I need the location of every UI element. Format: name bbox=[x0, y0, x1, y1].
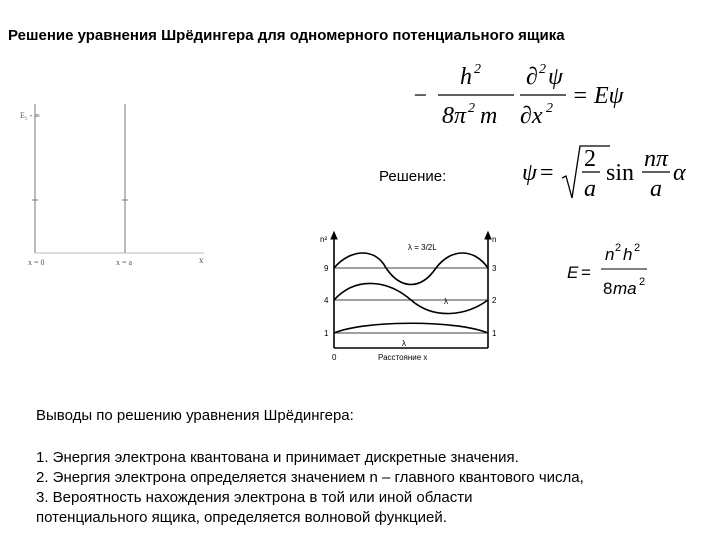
level-left-9: 9 bbox=[324, 264, 329, 273]
svg-text:8π: 8π bbox=[442, 103, 467, 129]
solution-label: Решение: bbox=[379, 168, 447, 185]
level-left-4: 4 bbox=[324, 296, 329, 305]
svg-text:m: m bbox=[480, 103, 498, 129]
svg-text:a: a bbox=[650, 176, 662, 202]
potential-label: E₂ - ∞ bbox=[20, 111, 41, 120]
svg-text:−: − bbox=[412, 83, 429, 109]
svg-text:2: 2 bbox=[468, 101, 475, 116]
conclusion-item-2: 2. Энергия электрона определяется значением n – главного квантового числа, bbox=[36, 469, 584, 486]
lambda-mid-label: λ bbox=[444, 297, 448, 306]
svg-text:2: 2 bbox=[639, 276, 646, 288]
level-left-1: 1 bbox=[324, 329, 329, 338]
wavefunction-diagram bbox=[316, 228, 506, 398]
right-axis-label: n bbox=[492, 235, 497, 244]
svg-text:ψ: ψ bbox=[522, 160, 537, 186]
lambda-low-label: λ bbox=[402, 339, 406, 348]
svg-text:nπ: nπ bbox=[644, 146, 669, 172]
distance-axis-label: Расстояние x bbox=[378, 353, 428, 362]
svg-text:2: 2 bbox=[546, 101, 553, 116]
svg-text:a: a bbox=[584, 176, 596, 202]
svg-text:ψ: ψ bbox=[548, 64, 563, 90]
svg-text:2: 2 bbox=[615, 242, 622, 254]
conclusion-item-3-cont: потенциального ящика, определяется волновой функцией. bbox=[36, 509, 447, 526]
psi-equation bbox=[518, 140, 698, 208]
svg-text:2: 2 bbox=[634, 242, 641, 254]
xa-label: x = a bbox=[116, 258, 133, 267]
svg-text:=: = bbox=[572, 83, 589, 109]
origin-label: 0 bbox=[332, 353, 337, 362]
conclusion-item-3: 3. Вероятность нахождения электрона в той или иной области bbox=[36, 489, 473, 506]
svg-text:n: n bbox=[605, 245, 615, 264]
x0-label: x = 0 bbox=[28, 258, 45, 267]
svg-text:Eψ: Eψ bbox=[594, 83, 624, 109]
x-axis-label: x bbox=[199, 255, 204, 265]
conclusions-heading: Выводы по решению уравнения Шрёдингера: bbox=[36, 407, 354, 424]
svg-text:=: = bbox=[581, 263, 591, 282]
svg-text:=: = bbox=[540, 160, 554, 186]
svg-text:2: 2 bbox=[474, 62, 481, 77]
conclusion-item-1: 1. Энергия электрона квантована и принимает дискретные значения. bbox=[36, 449, 519, 466]
lambda-top-label: λ = 3/2L bbox=[408, 243, 437, 252]
svg-text:∂x: ∂x bbox=[520, 103, 543, 129]
svg-text:E: E bbox=[567, 263, 579, 282]
svg-text:2: 2 bbox=[539, 62, 546, 77]
svg-text:∂: ∂ bbox=[526, 64, 538, 90]
svg-text:2: 2 bbox=[584, 146, 596, 172]
conclusions-block bbox=[36, 406, 716, 528]
slide-title: Решение уравнения Шрёдингера для одномерного потенциального ящика bbox=[8, 27, 565, 44]
svg-text:α: α bbox=[673, 160, 686, 186]
schrodinger-equation bbox=[410, 60, 650, 130]
svg-text:8: 8 bbox=[603, 279, 613, 298]
energy-equation bbox=[565, 236, 675, 306]
svg-text:h: h bbox=[623, 245, 633, 264]
level-right-1: 1 bbox=[492, 329, 497, 338]
svg-text:sin: sin bbox=[606, 160, 635, 186]
level-right-2: 2 bbox=[492, 296, 497, 305]
y-axis-label: n² bbox=[320, 235, 328, 244]
level-right-3: 3 bbox=[492, 264, 497, 273]
svg-text:h: h bbox=[460, 64, 472, 90]
potential-well-diagram bbox=[18, 100, 218, 270]
svg-text:ma: ma bbox=[613, 279, 637, 298]
